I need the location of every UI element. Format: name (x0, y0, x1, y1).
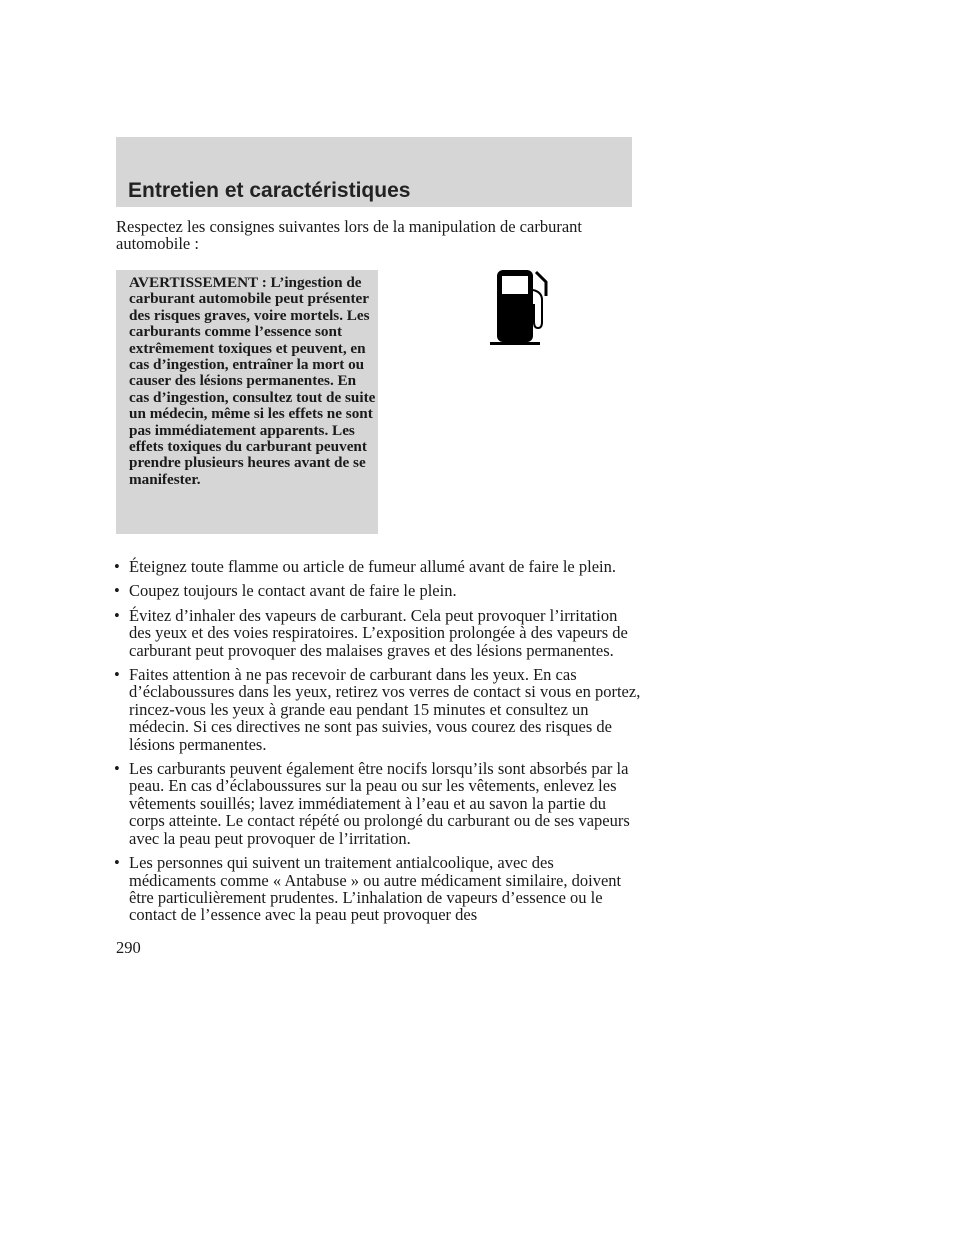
list-item (112, 760, 642, 847)
bullet-dot: • (114, 605, 120, 625)
intro-paragraph: Respectez les consignes suivantes lors de la manipulation de carburant automobile : (116, 217, 582, 253)
bullet-dot: • (114, 665, 120, 685)
bullet-text: Les carburants peuvent également être nocifs lorsqu’ils sont absorbés par la peau. En cas d’éclaboussures sur la peau ou sur les vêtements, enlevez les vêtements souillés; lavez immédiatement à l’eau et au savon la partie du corps atteinte. Le contact répété ou prolongé du carburant ou de ses vapeurs avec la peau peut provoquer de l’irritation. (129, 759, 630, 848)
bullet-text: Les personnes qui suivent un traitement antialcoolique, avec des médicaments comme « Antabuse » ou autre médicament similaire, doivent être particulièrement prudentes. L’inhalation de vapeurs d’essence ou le contact de l’essence avec la peau peut provoquer des (129, 853, 622, 925)
list-item (112, 558, 642, 575)
bullet-text: Évitez d’inhaler des vapeurs de carburant. Cela peut provoquer l’irritation des yeux et des voies respiratoires. L’exposition prolongée à des vapeurs de carburant peut provoquer des malaises graves et des lésions permanentes. (129, 605, 628, 660)
list-item (112, 666, 642, 753)
bullet-dot: • (114, 759, 120, 779)
bullet-text: Coupez toujours le contact avant de faire le plein. (129, 581, 457, 601)
list-item (112, 607, 642, 659)
list-item (112, 582, 642, 599)
bullet-dot: • (114, 581, 120, 601)
section-title: Entretien et caractéristiques (128, 179, 411, 202)
page-number: 290 (116, 938, 141, 957)
fuel-pump-icon (486, 266, 550, 350)
bullet-text: Faites attention à ne pas recevoir de carburant dans les yeux. En cas d’éclaboussures dans les yeux, retirez vos verres de contact si vous en portez, rincez-vous les yeux à grande eau pendant 15 minutes et consultez un médecin. Si ces directives ne sont pas suivies, vous courez des risques de lésions permanentes. (129, 665, 641, 754)
safety-bullet-list (112, 558, 642, 931)
warning-text: AVERTISSEMENT : L’ingestion de carburant automobile peut présenter des risques graves, voire mortels. Les carburants comme l’essence sont extrêmement toxiques et peuvent, en cas d’ingestion, entraîner la mort ou causer des lésions permanentes. En cas d’ingestion, consultez tout de suite un médecin, même si les effets ne sont pas immédiatement apparents. Les effets toxiques du carburant peuvent prendre plusieurs heures avant de se manifester. (129, 274, 376, 488)
bullet-text: Éteignez toute flamme ou article de fumeur allumé avant de faire le plein. (129, 557, 616, 576)
bullet-dot: • (114, 853, 120, 873)
bullet-dot: • (114, 557, 120, 576)
list-item (112, 854, 642, 924)
